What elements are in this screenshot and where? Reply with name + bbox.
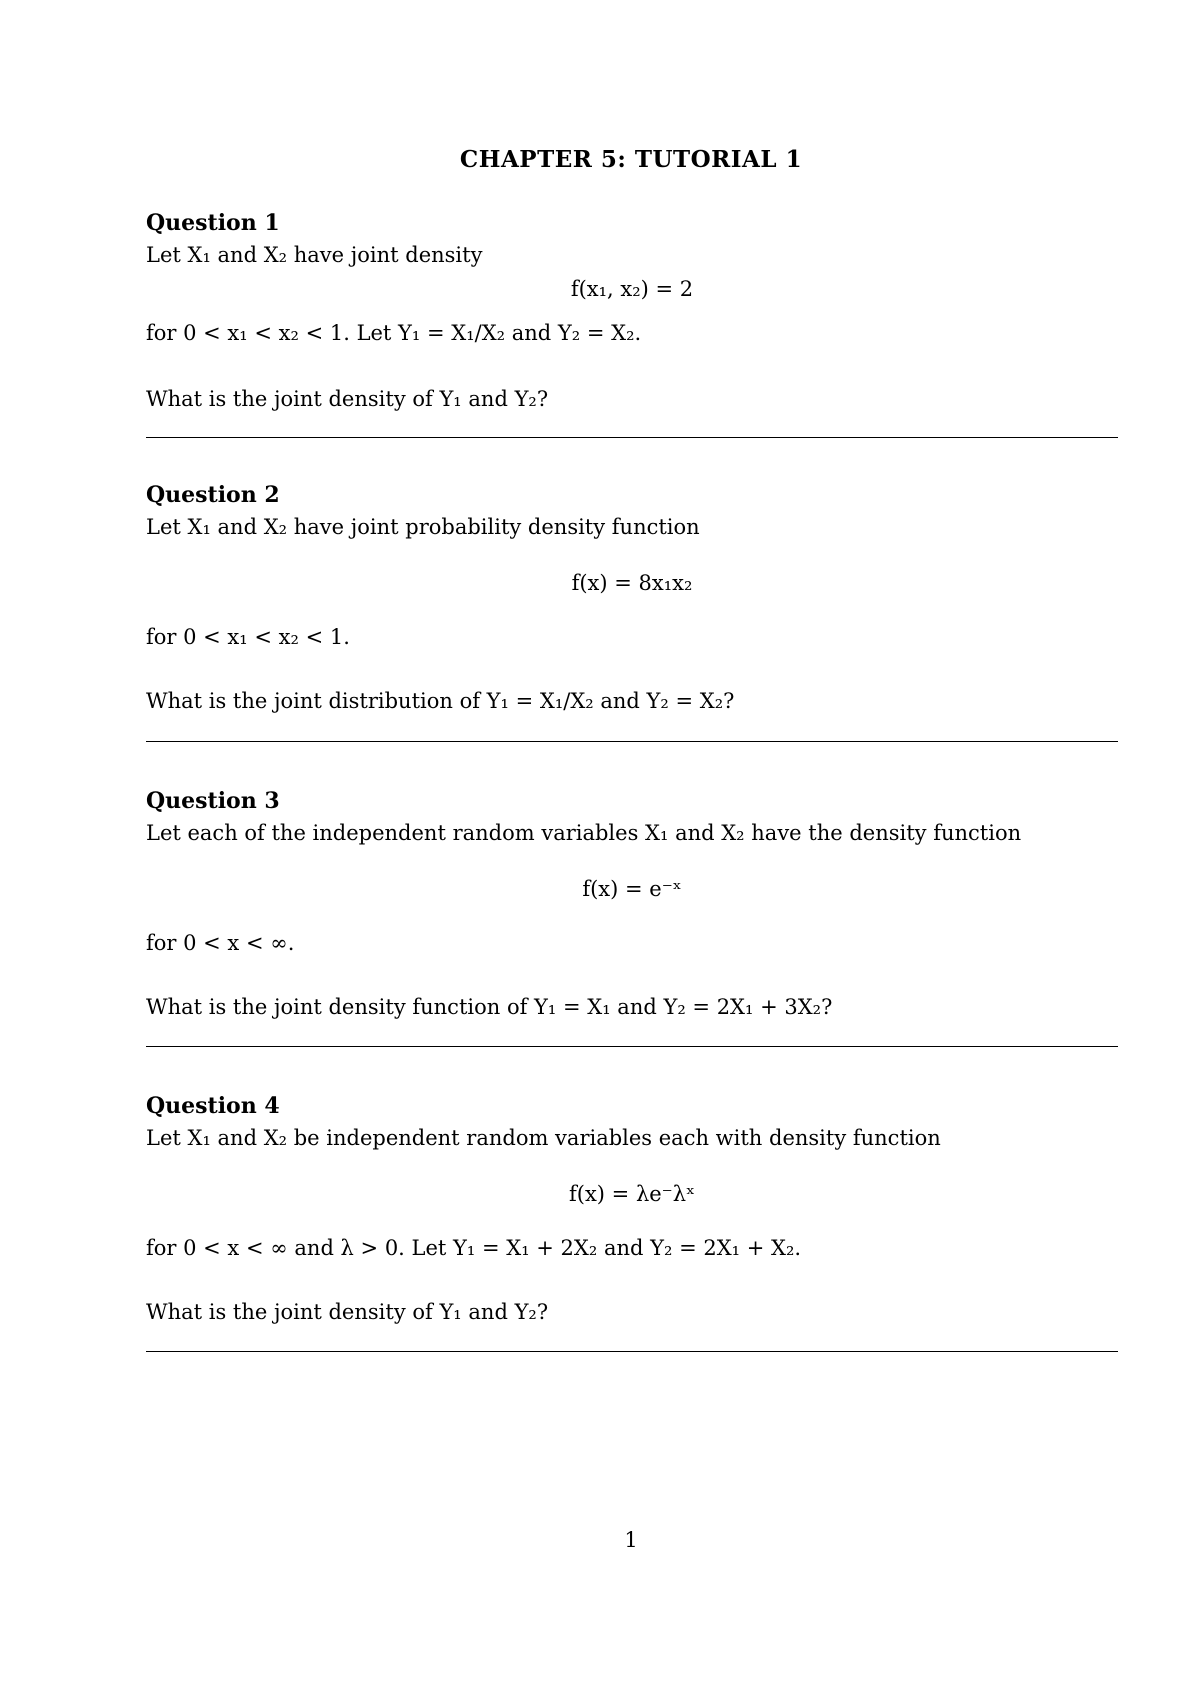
question-condition: for 0 < x₁ < x₂ < 1. [146,625,350,649]
question-prompt: What is the joint density of Y₁ and Y₂? [146,1300,549,1324]
question-equation: f(x₁, x₂) = 2 [570,277,694,301]
question-equation: f(x) = e⁻ˣ [582,877,682,901]
question-heading: Question 3 [146,788,280,814]
question-condition: for 0 < x < ∞. [146,931,295,955]
question-3 [146,786,1118,1019]
question-2 [146,480,1118,713]
question-1 [146,208,1118,411]
section-divider [146,1046,1118,1047]
section-divider [146,1351,1118,1352]
document-title: CHAPTER 5: TUTORIAL 1 [459,146,803,173]
question-heading: Question 2 [146,482,280,508]
question-condition: for 0 < x < ∞ and λ > 0. Let Y₁ = X₁ + 2X₂ and Y₂ = 2X₁ + X₂. [146,1236,802,1260]
question-prompt: What is the joint density function of Y₁ = X₁ and Y₂ = 2X₁ + 3X₂? [146,995,833,1019]
page-number: 1 [624,1528,638,1552]
question-condition: for 0 < x₁ < x₂ < 1. Let Y₁ = X₁/X₂ and Y₂ = X₂. [146,321,642,345]
question-equation: f(x) = λe⁻λˣ [569,1182,695,1206]
question-intro: Let X₁ and X₂ be independent random variables each with density function [146,1126,941,1150]
question-prompt: What is the joint distribution of Y₁ = X₁/X₂ and Y₂ = X₂? [146,689,735,713]
question-heading: Question 4 [146,1093,280,1119]
question-prompt: What is the joint density of Y₁ and Y₂? [146,387,549,411]
question-intro: Let X₁ and X₂ have joint density [146,243,483,267]
section-divider [146,437,1118,438]
question-intro: Let X₁ and X₂ have joint probability density function [146,515,700,539]
question-4 [146,1091,1118,1324]
question-equation: f(x) = 8x₁x₂ [571,571,693,595]
question-intro: Let each of the independent random variables X₁ and X₂ have the density function [146,821,1022,845]
section-divider [146,741,1118,742]
question-heading: Question 1 [146,210,280,236]
